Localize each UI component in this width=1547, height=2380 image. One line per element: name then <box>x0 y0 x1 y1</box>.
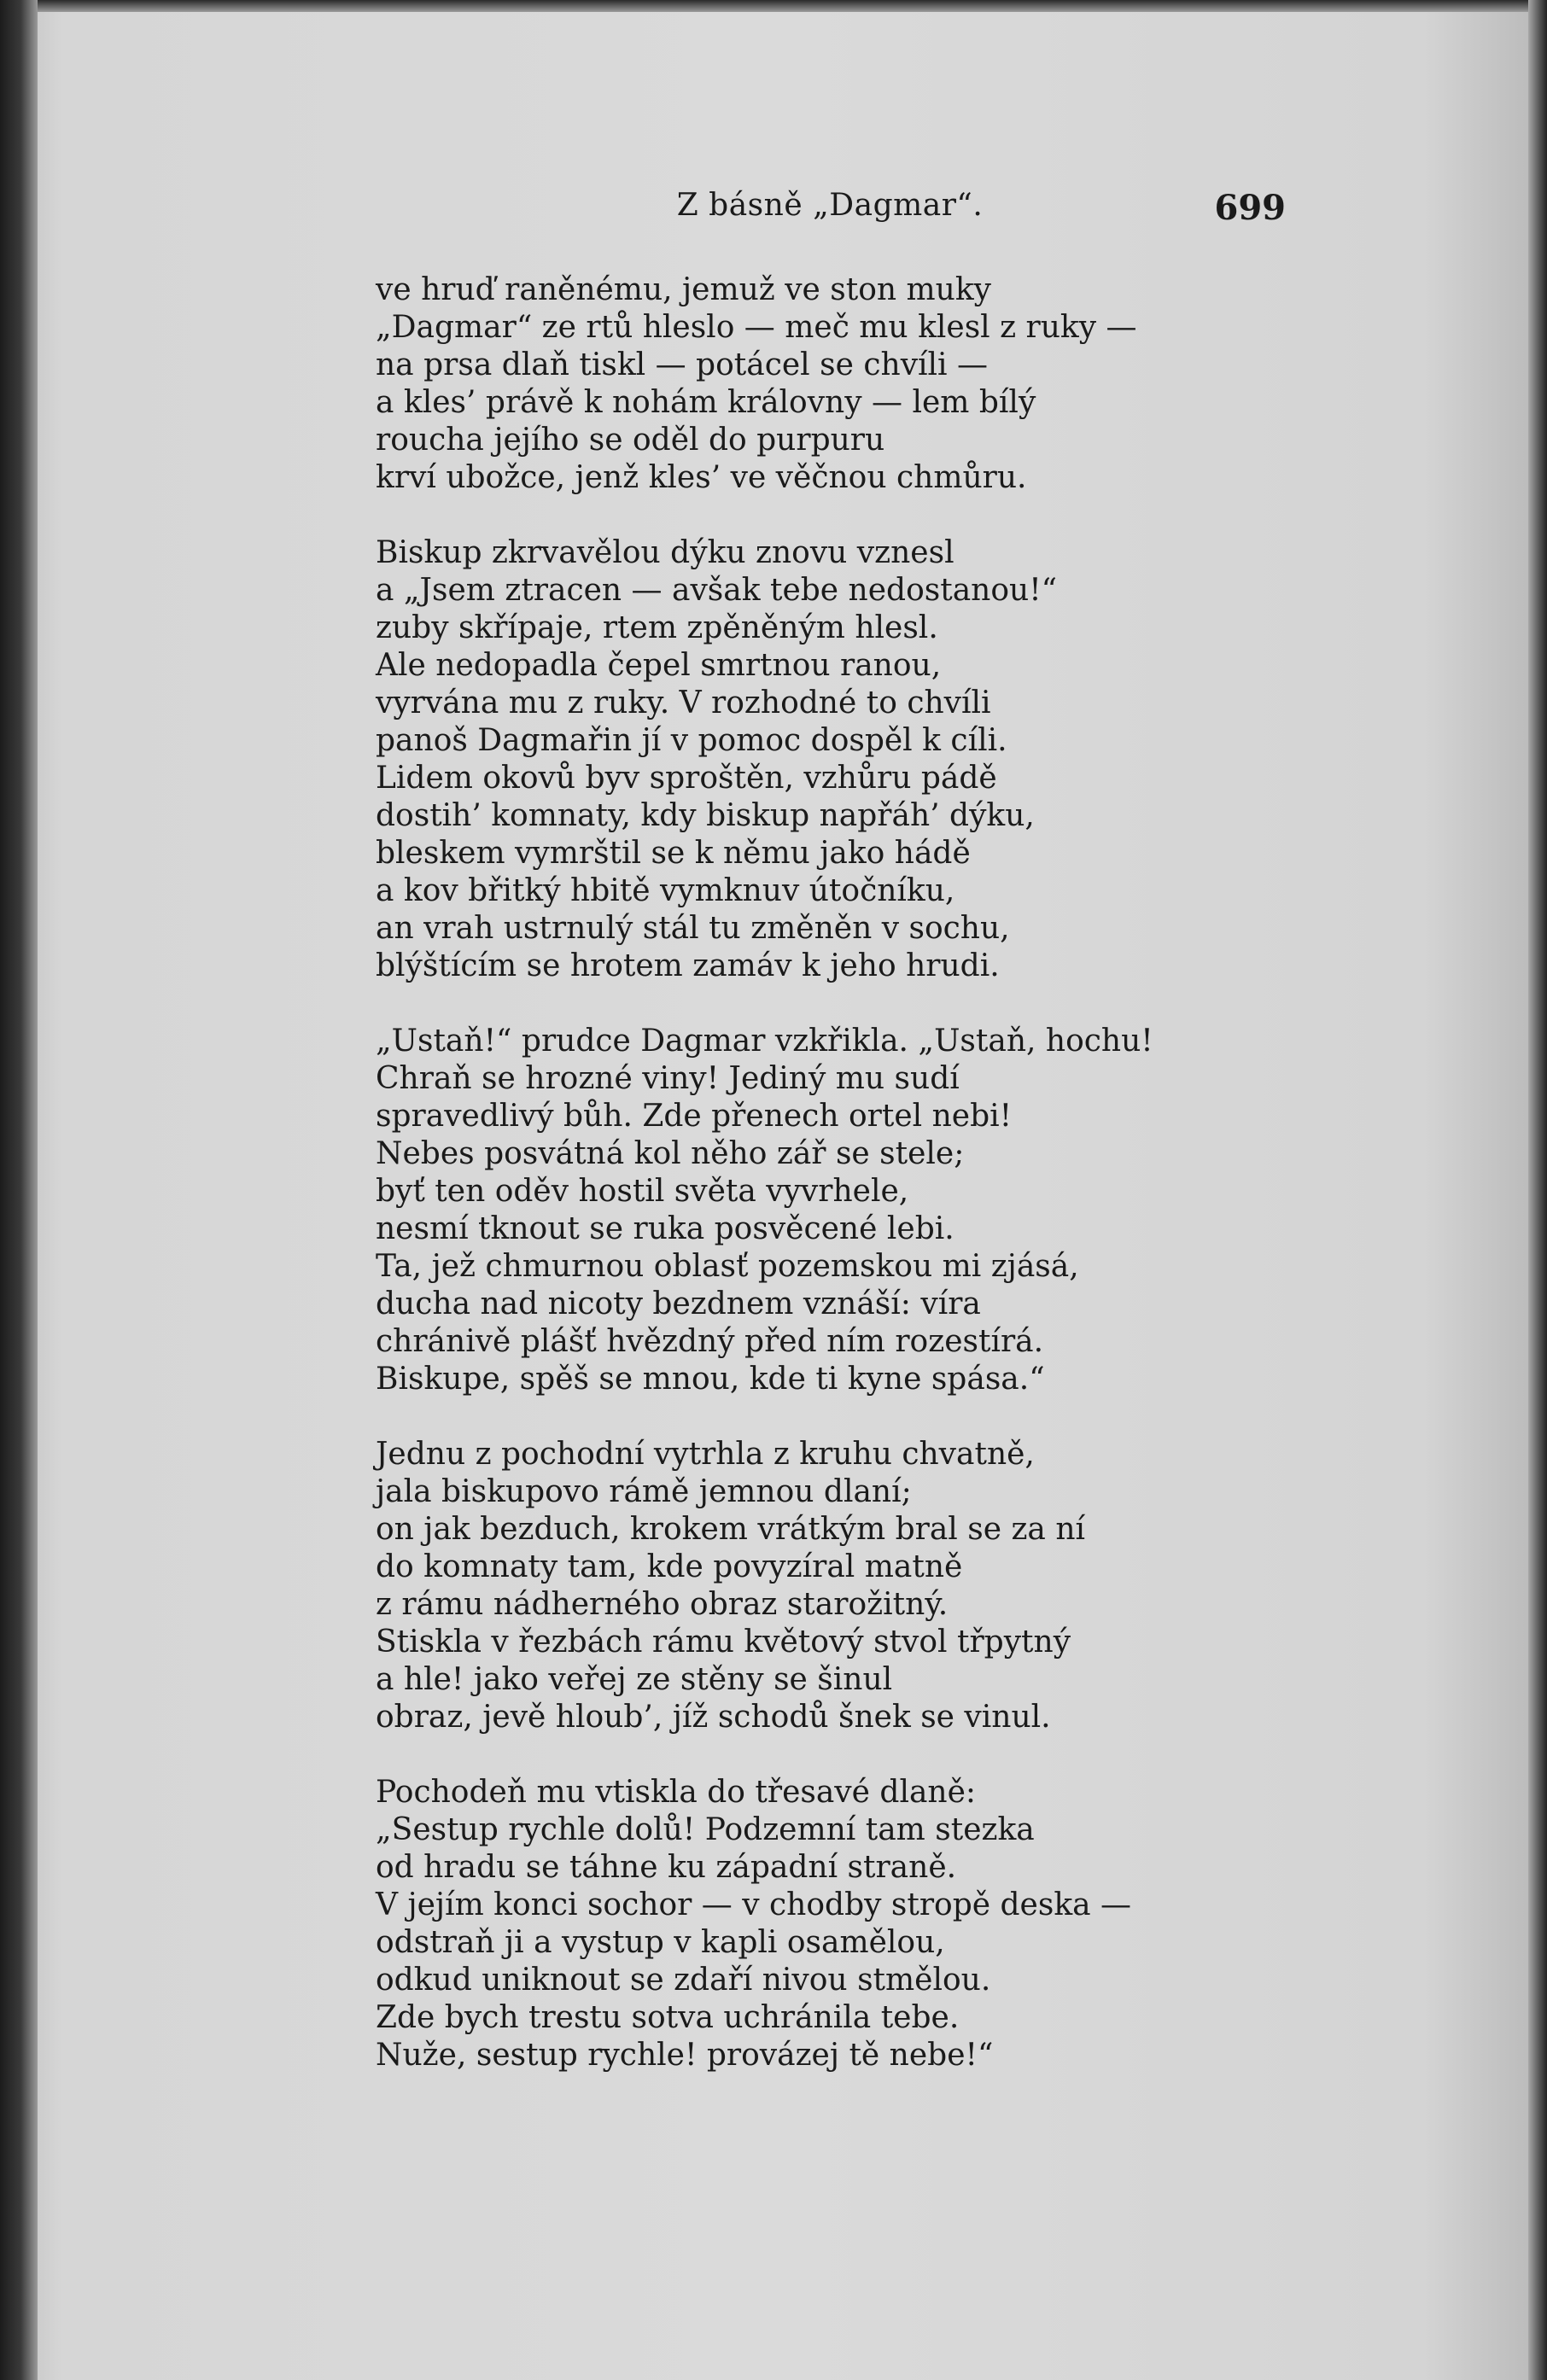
stanza <box>376 1774 1229 2074</box>
page-top-edge <box>0 0 1547 12</box>
poem-line: on jak bezduch, krokem vrátkým bral se za ní <box>376 1512 1086 1547</box>
poem-line: spravedlivý bůh. Zde přenech ortel nebi! <box>376 1099 1013 1134</box>
poem-line: obraz, jevě hloub’, jíž schodů šnek se vinul. <box>376 1700 1051 1735</box>
poem-line: a kov břitký hbitě vymknuv útočníku, <box>376 873 955 908</box>
poem-line: zuby skřípaje, rtem zpěněným hlesl. <box>376 610 938 645</box>
poem-line: bleskem vymrštil se k němu jako hádě <box>376 836 971 871</box>
poem-line: panoš Dagmařin jí v pomoc dospěl k cíli. <box>376 723 1007 758</box>
poem-line: Biskup zkrvavělou dýku znovu vznesl <box>376 535 954 570</box>
page-header <box>374 188 1286 239</box>
stanza <box>376 1023 1229 1398</box>
poem-line: chránivě plášť hvězdný před ním rozestírá. <box>376 1324 1044 1359</box>
poem-line: dostih’ komnaty, kdy biskup napřáh’ dýku, <box>376 798 1035 833</box>
poem-line: nesmí tknout se ruka posvěcené lebi. <box>376 1211 954 1246</box>
stanza <box>376 534 1229 985</box>
poem-line: Ale nedopadla čepel smrtnou ranou, <box>376 648 942 683</box>
poem-line: „Sestup rychle dolů! Podzemní tam stezka <box>376 1812 1035 1847</box>
poem-line: odstraň ji a vystup v kapli osamělou, <box>376 1925 945 1960</box>
stanza <box>376 271 1229 497</box>
poem-line: z rámu nádherného obraz starožitný. <box>376 1587 949 1622</box>
poem-line: a kles’ právě k nohám královny — lem bílý <box>376 385 1036 420</box>
book-binding-right <box>1528 0 1547 2380</box>
poem-line: Nebes posvátná kol něho zář se stele; <box>376 1136 965 1171</box>
poem-line: blýštícím se hrotem zamáv k jeho hrudi. <box>376 948 1000 983</box>
poem-line: ve hruď raněnému, jemuž ve ston muky <box>376 272 992 307</box>
poem-line: a hle! jako veřej ze stěny se šinul <box>376 1662 893 1697</box>
poem-line: Jednu z pochodní vytrhla z kruhu chvatně, <box>376 1437 1035 1472</box>
poem-line: Biskupe, spěš se mnou, kde ti kyne spása.“ <box>376 1362 1045 1397</box>
poem-line: Nuže, sestup rychle! provázej tě nebe!“ <box>376 2038 994 2073</box>
poem-line: „Dagmar“ ze rtů hleslo — meč mu klesl z ruky — <box>376 310 1137 345</box>
poem-line: Ta, jež chmurnou oblasť pozemskou mi zjásá, <box>376 1249 1079 1284</box>
poem-line: vyrvána mu z ruky. V rozhodné to chvíli <box>376 685 991 720</box>
poem-line: na prsa dlaň tiskl — potácel se chvíli — <box>376 347 989 382</box>
poem-line: Lidem okovů byv sproštěn, vzhůru pádě <box>376 761 997 796</box>
stanza <box>376 1436 1229 1736</box>
poem-line: Pochodeň mu vtiskla do třesavé dlaně: <box>376 1775 977 1810</box>
poem-line: krví ubožce, jenž kles’ ve věčnou chmůru. <box>376 460 1027 495</box>
poem-line: „Ustaň!“ prudce Dagmar vzkřikla. „Ustaň, hochu! <box>376 1024 1153 1059</box>
poem-line: Zde bych trestu sotva uchránila tebe. <box>376 2000 960 2035</box>
running-title: Z básně „Dagmar“. <box>676 188 984 223</box>
poem-line: a „Jsem ztracen — avšak tebe nedostanou!“ <box>376 573 1058 608</box>
poem-line: an vrah ustrnulý stál tu změněn v sochu, <box>376 911 1010 946</box>
poem-line: Stiskla v řezbách rámu květový stvol třpytný <box>376 1625 1071 1660</box>
poem-line: od hradu se táhne ku západní straně. <box>376 1850 957 1885</box>
poem-line: byť ten oděv hostil světa vyvrhele, <box>376 1174 909 1209</box>
book-binding-left <box>0 0 38 2380</box>
poem-line: roucha jejího se oděl do purpuru <box>376 423 885 458</box>
poem-line: V jejím konci sochor — v chodby stropě deska — <box>376 1887 1132 1922</box>
poem-line: do komnaty tam, kde povyzíral matně <box>376 1549 963 1584</box>
poem-line: ducha nad nicoty bezdnem vznáší: víra <box>376 1286 981 1321</box>
poem-line: odkud uniknout se zdaří nivou stmělou. <box>376 1963 991 1998</box>
poem-line: jala biskupovo rámě jemnou dlaní; <box>376 1474 912 1509</box>
page-number: 699 <box>1214 188 1286 228</box>
poem-text <box>376 271 1229 2112</box>
poem-line: Chraň se hrozné viny! Jediný mu sudí <box>376 1061 960 1096</box>
